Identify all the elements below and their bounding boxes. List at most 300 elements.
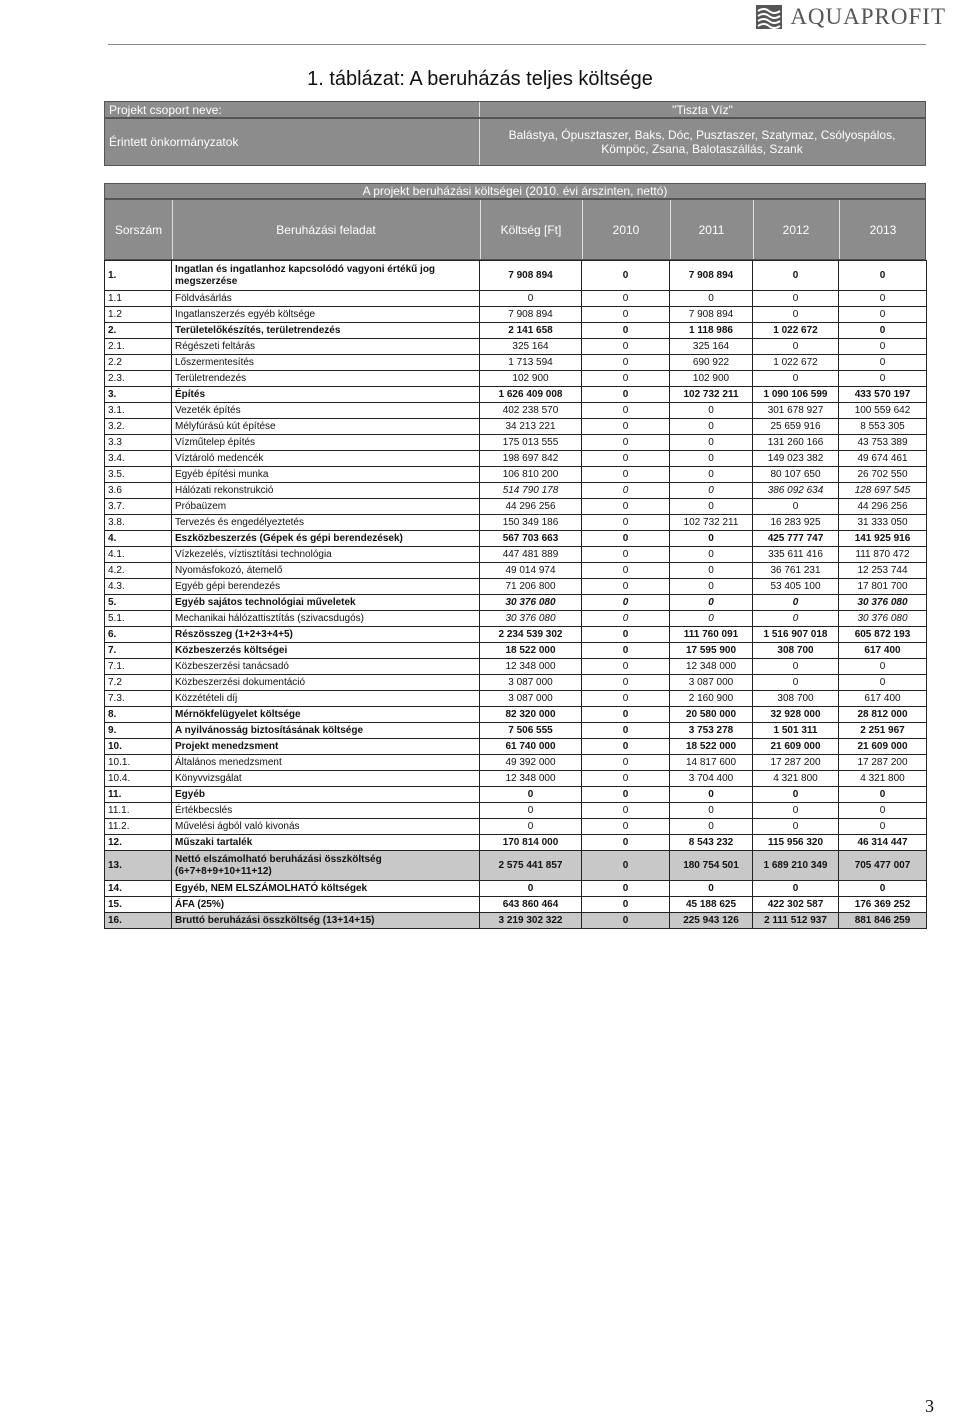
row-2010: 0 — [582, 547, 670, 563]
row-task: Vezeték építés — [172, 403, 480, 419]
row-2011: 45 188 625 — [670, 897, 753, 913]
table-row — [105, 835, 927, 851]
row-2012: 1 689 210 349 — [753, 851, 839, 881]
row-2013: 176 369 252 — [839, 897, 927, 913]
col-header-2010: 2010 — [612, 222, 640, 237]
row-2012: 0 — [753, 803, 839, 819]
table-row — [105, 739, 927, 755]
brand-logo — [756, 4, 946, 30]
row-2011: 8 543 232 — [670, 835, 753, 851]
row-number: 11. — [105, 787, 172, 803]
row-2010: 0 — [582, 371, 670, 387]
row-cost: 3 087 000 — [480, 691, 582, 707]
row-2010: 0 — [582, 643, 670, 659]
row-2013: 100 559 642 — [839, 403, 927, 419]
row-2013: 28 812 000 — [839, 707, 927, 723]
col-header-2011: 2011 — [698, 222, 725, 237]
section-title-row — [104, 183, 926, 199]
row-2013: 433 570 197 — [839, 387, 927, 403]
row-cost: 170 814 000 — [480, 835, 582, 851]
page-title: 1. táblázat: A beruházás teljes költsége — [307, 68, 653, 90]
row-2013: 17 801 700 — [839, 579, 927, 595]
row-number: 5. — [105, 595, 172, 611]
row-task: Ingatlanszerzés egyéb költsége — [172, 307, 480, 323]
row-2012: 1 022 672 — [753, 355, 839, 371]
row-2010: 0 — [582, 913, 670, 929]
row-task: Régészeti feltárás — [172, 339, 480, 355]
row-number: 11.2. — [105, 819, 172, 835]
row-number: 2.1. — [105, 339, 172, 355]
table-row — [105, 403, 927, 419]
row-cost: 44 296 256 — [480, 499, 582, 515]
row-2012: 386 092 634 — [753, 483, 839, 499]
row-2011: 2 160 900 — [670, 691, 753, 707]
table-row — [105, 771, 927, 787]
row-cost: 2 141 658 — [480, 323, 582, 339]
row-number: 3.1. — [105, 403, 172, 419]
row-cost: 325 164 — [480, 339, 582, 355]
row-cost: 30 376 080 — [480, 611, 582, 627]
row-task: Hálózati rekonstrukció — [172, 483, 480, 499]
row-2012: 0 — [753, 881, 839, 897]
row-number: 1.1 — [105, 291, 172, 307]
row-cost: 18 522 000 — [480, 643, 582, 659]
project-group-value: "Tiszta Víz" — [672, 102, 733, 117]
row-2011: 0 — [670, 547, 753, 563]
row-2011: 3 087 000 — [670, 675, 753, 691]
row-2012: 301 678 927 — [753, 403, 839, 419]
row-2012: 4 321 800 — [753, 771, 839, 787]
row-number: 5.1. — [105, 611, 172, 627]
row-2012: 1 090 106 599 — [753, 387, 839, 403]
row-task: Műszaki tartalék — [172, 835, 480, 851]
row-2010: 0 — [582, 755, 670, 771]
row-number: 11.1. — [105, 803, 172, 819]
row-task: Lőszermentesítés — [172, 355, 480, 371]
row-2013: 881 846 259 — [839, 913, 927, 929]
row-2010: 0 — [582, 451, 670, 467]
row-number: 15. — [105, 897, 172, 913]
row-2013: 44 296 256 — [839, 499, 927, 515]
row-2012: 0 — [753, 595, 839, 611]
row-cost: 106 810 200 — [480, 467, 582, 483]
col-header-2012: 2012 — [782, 222, 810, 237]
row-cost: 71 206 800 — [480, 579, 582, 595]
row-2011: 18 522 000 — [670, 739, 753, 755]
row-task: Ingatlan és ingatlanhoz kapcsolódó vagyoni értékű jog megszerzése — [172, 261, 480, 291]
row-2013: 705 477 007 — [839, 851, 927, 881]
row-2010: 0 — [582, 675, 670, 691]
row-number: 3. — [105, 387, 172, 403]
row-cost: 102 900 — [480, 371, 582, 387]
row-2013: 111 870 472 — [839, 547, 927, 563]
row-2011: 7 908 894 — [670, 261, 753, 291]
row-2013: 0 — [839, 371, 927, 387]
table-row — [105, 595, 927, 611]
row-number: 2.2 — [105, 355, 172, 371]
row-cost: 0 — [480, 819, 582, 835]
row-2013: 8 553 305 — [839, 419, 927, 435]
row-number: 10.1. — [105, 755, 172, 771]
row-2012: 335 611 416 — [753, 547, 839, 563]
row-task: Közbeszerzési tanácsadó — [172, 659, 480, 675]
row-2013: 46 314 447 — [839, 835, 927, 851]
row-number: 1. — [105, 261, 172, 291]
row-task: Mechanikai hálózattisztítás (szivacsdugós) — [172, 611, 480, 627]
row-2010: 0 — [582, 897, 670, 913]
row-2011: 0 — [670, 787, 753, 803]
row-2010: 0 — [582, 659, 670, 675]
col-header-task: Beruházási feladat — [276, 222, 376, 237]
row-2010: 0 — [582, 499, 670, 515]
row-2010: 0 — [582, 261, 670, 291]
table-row — [105, 323, 927, 339]
row-2012: 17 287 200 — [753, 755, 839, 771]
col-header-cost: Költség [Ft] — [500, 222, 562, 237]
row-2011: 0 — [670, 579, 753, 595]
table-row — [105, 451, 927, 467]
municipalities-row — [104, 118, 926, 166]
table-row — [105, 755, 927, 771]
row-2011: 0 — [670, 595, 753, 611]
row-cost: 2 575 441 857 — [480, 851, 582, 881]
row-2011: 0 — [670, 499, 753, 515]
row-2011: 14 817 600 — [670, 755, 753, 771]
row-number: 4. — [105, 531, 172, 547]
row-task: Mélyfúrású kút építése — [172, 419, 480, 435]
row-2013: 0 — [839, 261, 927, 291]
row-2011: 102 732 211 — [670, 387, 753, 403]
row-2012: 2 111 512 937 — [753, 913, 839, 929]
row-2012: 0 — [753, 499, 839, 515]
row-2011: 0 — [670, 531, 753, 547]
row-task: Könyvvizsgálat — [172, 771, 480, 787]
table-row — [105, 627, 927, 643]
row-task: Egyéb — [172, 787, 480, 803]
row-2012: 25 659 916 — [753, 419, 839, 435]
row-2010: 0 — [582, 851, 670, 881]
row-2011: 0 — [670, 881, 753, 897]
row-cost: 49 392 000 — [480, 755, 582, 771]
row-2013: 605 872 193 — [839, 627, 927, 643]
table-row — [105, 851, 927, 881]
row-2013: 2 251 967 — [839, 723, 927, 739]
row-2012: 308 700 — [753, 643, 839, 659]
row-2012: 1 516 907 018 — [753, 627, 839, 643]
table-row — [105, 579, 927, 595]
row-number: 3.2. — [105, 419, 172, 435]
row-cost: 643 860 464 — [480, 897, 582, 913]
row-number: 9. — [105, 723, 172, 739]
row-2013: 0 — [839, 881, 927, 897]
row-task: Nettó elszámolható beruházási összköltség (6+7+8+9+10+11+12) — [172, 851, 480, 881]
row-number: 4.2. — [105, 563, 172, 579]
row-2012: 0 — [753, 261, 839, 291]
row-2012: 422 302 587 — [753, 897, 839, 913]
row-task: Művelési ágból való kivonás — [172, 819, 480, 835]
row-2011: 102 900 — [670, 371, 753, 387]
row-2011: 0 — [670, 467, 753, 483]
row-2010: 0 — [582, 483, 670, 499]
row-number: 3.3 — [105, 435, 172, 451]
row-task: Vízkezelés, víztisztítási technológia — [172, 547, 480, 563]
table-row — [105, 563, 927, 579]
row-number: 3.4. — [105, 451, 172, 467]
row-2011: 0 — [670, 611, 753, 627]
row-number: 13. — [105, 851, 172, 881]
row-task: Egyéb gépi berendezés — [172, 579, 480, 595]
row-2012: 0 — [753, 659, 839, 675]
row-number: 3.6 — [105, 483, 172, 499]
row-2011: 1 118 986 — [670, 323, 753, 339]
row-2013: 17 287 200 — [839, 755, 927, 771]
row-cost: 7 908 894 — [480, 307, 582, 323]
row-2010: 0 — [582, 435, 670, 451]
row-2012: 1 022 672 — [753, 323, 839, 339]
row-2010: 0 — [582, 787, 670, 803]
row-2011: 325 164 — [670, 339, 753, 355]
row-2013: 43 753 389 — [839, 435, 927, 451]
row-2013: 0 — [839, 803, 927, 819]
row-2013: 26 702 550 — [839, 467, 927, 483]
row-task: Tervezés és engedélyeztetés — [172, 515, 480, 531]
row-2010: 0 — [582, 803, 670, 819]
row-2011: 690 922 — [670, 355, 753, 371]
row-cost: 61 740 000 — [480, 739, 582, 755]
row-2012: 21 609 000 — [753, 739, 839, 755]
row-2010: 0 — [582, 835, 670, 851]
row-task: ÁFA (25%) — [172, 897, 480, 913]
row-task: Egyéb sajátos technológiai műveletek — [172, 595, 480, 611]
project-group-row — [104, 101, 926, 118]
table-row — [105, 531, 927, 547]
table-row — [105, 307, 927, 323]
row-cost: 447 481 889 — [480, 547, 582, 563]
row-2011: 0 — [670, 403, 753, 419]
row-task: Eszközbeszerzés (Gépek és gépi berendezések) — [172, 531, 480, 547]
row-2013: 0 — [839, 323, 927, 339]
row-2013: 31 333 050 — [839, 515, 927, 531]
row-2011: 225 943 126 — [670, 913, 753, 929]
row-2012: 0 — [753, 611, 839, 627]
col-header-2013: 2013 — [869, 222, 897, 237]
row-2013: 30 376 080 — [839, 595, 927, 611]
row-2013: 30 376 080 — [839, 611, 927, 627]
row-2010: 0 — [582, 563, 670, 579]
row-2013: 21 609 000 — [839, 739, 927, 755]
table-row — [105, 643, 927, 659]
row-2011: 111 760 091 — [670, 627, 753, 643]
row-task: Közbeszerzés költségei — [172, 643, 480, 659]
row-2012: 0 — [753, 675, 839, 691]
row-number: 6. — [105, 627, 172, 643]
row-2010: 0 — [582, 627, 670, 643]
table-row — [105, 419, 927, 435]
row-2010: 0 — [582, 531, 670, 547]
row-number: 10.4. — [105, 771, 172, 787]
table-row — [105, 291, 927, 307]
row-number: 4.1. — [105, 547, 172, 563]
row-2013: 617 400 — [839, 643, 927, 659]
table-row — [105, 819, 927, 835]
row-cost: 402 238 570 — [480, 403, 582, 419]
row-2013: 0 — [839, 819, 927, 835]
row-number: 1.2 — [105, 307, 172, 323]
row-2010: 0 — [582, 819, 670, 835]
row-2012: 0 — [753, 371, 839, 387]
row-2011: 0 — [670, 435, 753, 451]
row-2013: 0 — [839, 355, 927, 371]
row-cost: 1 713 594 — [480, 355, 582, 371]
table-row — [105, 897, 927, 913]
row-number: 14. — [105, 881, 172, 897]
row-2010: 0 — [582, 595, 670, 611]
row-task: Részösszeg (1+2+3+4+5) — [172, 627, 480, 643]
row-number: 7. — [105, 643, 172, 659]
row-2013: 12 253 744 — [839, 563, 927, 579]
row-2012: 0 — [753, 339, 839, 355]
row-2011: 0 — [670, 419, 753, 435]
row-cost: 7 506 555 — [480, 723, 582, 739]
row-cost: 1 626 409 008 — [480, 387, 582, 403]
row-cost: 3 087 000 — [480, 675, 582, 691]
table-row — [105, 499, 927, 515]
row-cost: 82 320 000 — [480, 707, 582, 723]
row-cost: 175 013 555 — [480, 435, 582, 451]
row-task: Mérnökfelügyelet költsége — [172, 707, 480, 723]
row-task: Próbaüzem — [172, 499, 480, 515]
row-2011: 3 753 278 — [670, 723, 753, 739]
row-cost: 3 219 302 322 — [480, 913, 582, 929]
row-task: A nyilvánosság biztosításának költsége — [172, 723, 480, 739]
row-task: Projekt menedzsment — [172, 739, 480, 755]
row-2012: 1 501 311 — [753, 723, 839, 739]
col-header-sorszam: Sorszám — [114, 222, 163, 237]
row-cost: 150 349 186 — [480, 515, 582, 531]
row-2010: 0 — [582, 881, 670, 897]
table-row — [105, 723, 927, 739]
row-cost: 514 790 178 — [480, 483, 582, 499]
row-number: 16. — [105, 913, 172, 929]
row-2011: 12 348 000 — [670, 659, 753, 675]
row-2013: 0 — [839, 659, 927, 675]
row-cost: 0 — [480, 803, 582, 819]
table-row — [105, 467, 927, 483]
table-row — [105, 355, 927, 371]
row-2010: 0 — [582, 467, 670, 483]
row-number: 3.8. — [105, 515, 172, 531]
table-row — [105, 515, 927, 531]
brand-name: AQUAPROFIT — [790, 4, 946, 29]
table-row — [105, 371, 927, 387]
row-number: 8. — [105, 707, 172, 723]
row-2010: 0 — [582, 739, 670, 755]
row-task: Közzétételi díj — [172, 691, 480, 707]
row-2011: 7 908 894 — [670, 307, 753, 323]
row-number: 7.3. — [105, 691, 172, 707]
row-2013: 141 925 916 — [839, 531, 927, 547]
row-2012: 16 283 925 — [753, 515, 839, 531]
row-2012: 115 956 320 — [753, 835, 839, 851]
row-2012: 32 928 000 — [753, 707, 839, 723]
row-2011: 0 — [670, 803, 753, 819]
table-row — [105, 547, 927, 563]
row-cost: 49 014 974 — [480, 563, 582, 579]
table-row — [105, 261, 927, 291]
row-2013: 128 697 545 — [839, 483, 927, 499]
table-row — [105, 339, 927, 355]
row-cost: 30 376 080 — [480, 595, 582, 611]
row-2012: 308 700 — [753, 691, 839, 707]
row-task: Értékbecslés — [172, 803, 480, 819]
row-cost: 0 — [480, 787, 582, 803]
page-number: 3 — [925, 1396, 934, 1416]
section-title: A projekt beruházási költségei (2010. évi árszinten, nettó) — [362, 184, 668, 198]
row-cost: 567 703 663 — [480, 531, 582, 547]
row-2012: 0 — [753, 787, 839, 803]
row-number: 7.2 — [105, 675, 172, 691]
row-2012: 131 260 166 — [753, 435, 839, 451]
row-task: Földvásárlás — [172, 291, 480, 307]
row-2011: 180 754 501 — [670, 851, 753, 881]
row-2010: 0 — [582, 403, 670, 419]
table-row — [105, 691, 927, 707]
table-row — [105, 675, 927, 691]
row-2012: 0 — [753, 291, 839, 307]
aquaprofit-logo-icon — [756, 5, 782, 29]
row-2013: 617 400 — [839, 691, 927, 707]
row-2011: 0 — [670, 819, 753, 835]
row-2010: 0 — [582, 515, 670, 531]
cost-table — [104, 260, 927, 929]
row-2013: 0 — [839, 307, 927, 323]
row-task: Építés — [172, 387, 480, 403]
table-row — [105, 707, 927, 723]
row-number: 3.7. — [105, 499, 172, 515]
row-cost: 34 213 221 — [480, 419, 582, 435]
row-number: 12. — [105, 835, 172, 851]
row-task: Egyéb, NEM ELSZÁMOLHATÓ költségek — [172, 881, 480, 897]
project-group-label: Projekt csoport neve: — [109, 102, 222, 117]
row-2011: 0 — [670, 563, 753, 579]
table-row — [105, 913, 927, 929]
row-2013: 0 — [839, 291, 927, 307]
table-row — [105, 387, 927, 403]
row-2010: 0 — [582, 387, 670, 403]
table-row — [105, 803, 927, 819]
row-2012: 425 777 747 — [753, 531, 839, 547]
row-cost: 7 908 894 — [480, 261, 582, 291]
row-number: 4.3. — [105, 579, 172, 595]
row-cost: 2 234 539 302 — [480, 627, 582, 643]
row-number: 3.5. — [105, 467, 172, 483]
row-task: Vízműtelep építés — [172, 435, 480, 451]
row-cost: 0 — [480, 291, 582, 307]
table-row — [105, 787, 927, 803]
row-2011: 20 580 000 — [670, 707, 753, 723]
row-task: Egyéb építési munka — [172, 467, 480, 483]
row-2010: 0 — [582, 611, 670, 627]
row-2012: 80 107 650 — [753, 467, 839, 483]
table-row — [105, 881, 927, 897]
row-2010: 0 — [582, 339, 670, 355]
row-number: 7.1. — [105, 659, 172, 675]
row-cost: 198 697 842 — [480, 451, 582, 467]
row-task: Általános menedzsment — [172, 755, 480, 771]
municipalities-label: Érintett önkormányzatok — [109, 135, 239, 149]
row-cost: 12 348 000 — [480, 771, 582, 787]
row-2010: 0 — [582, 771, 670, 787]
